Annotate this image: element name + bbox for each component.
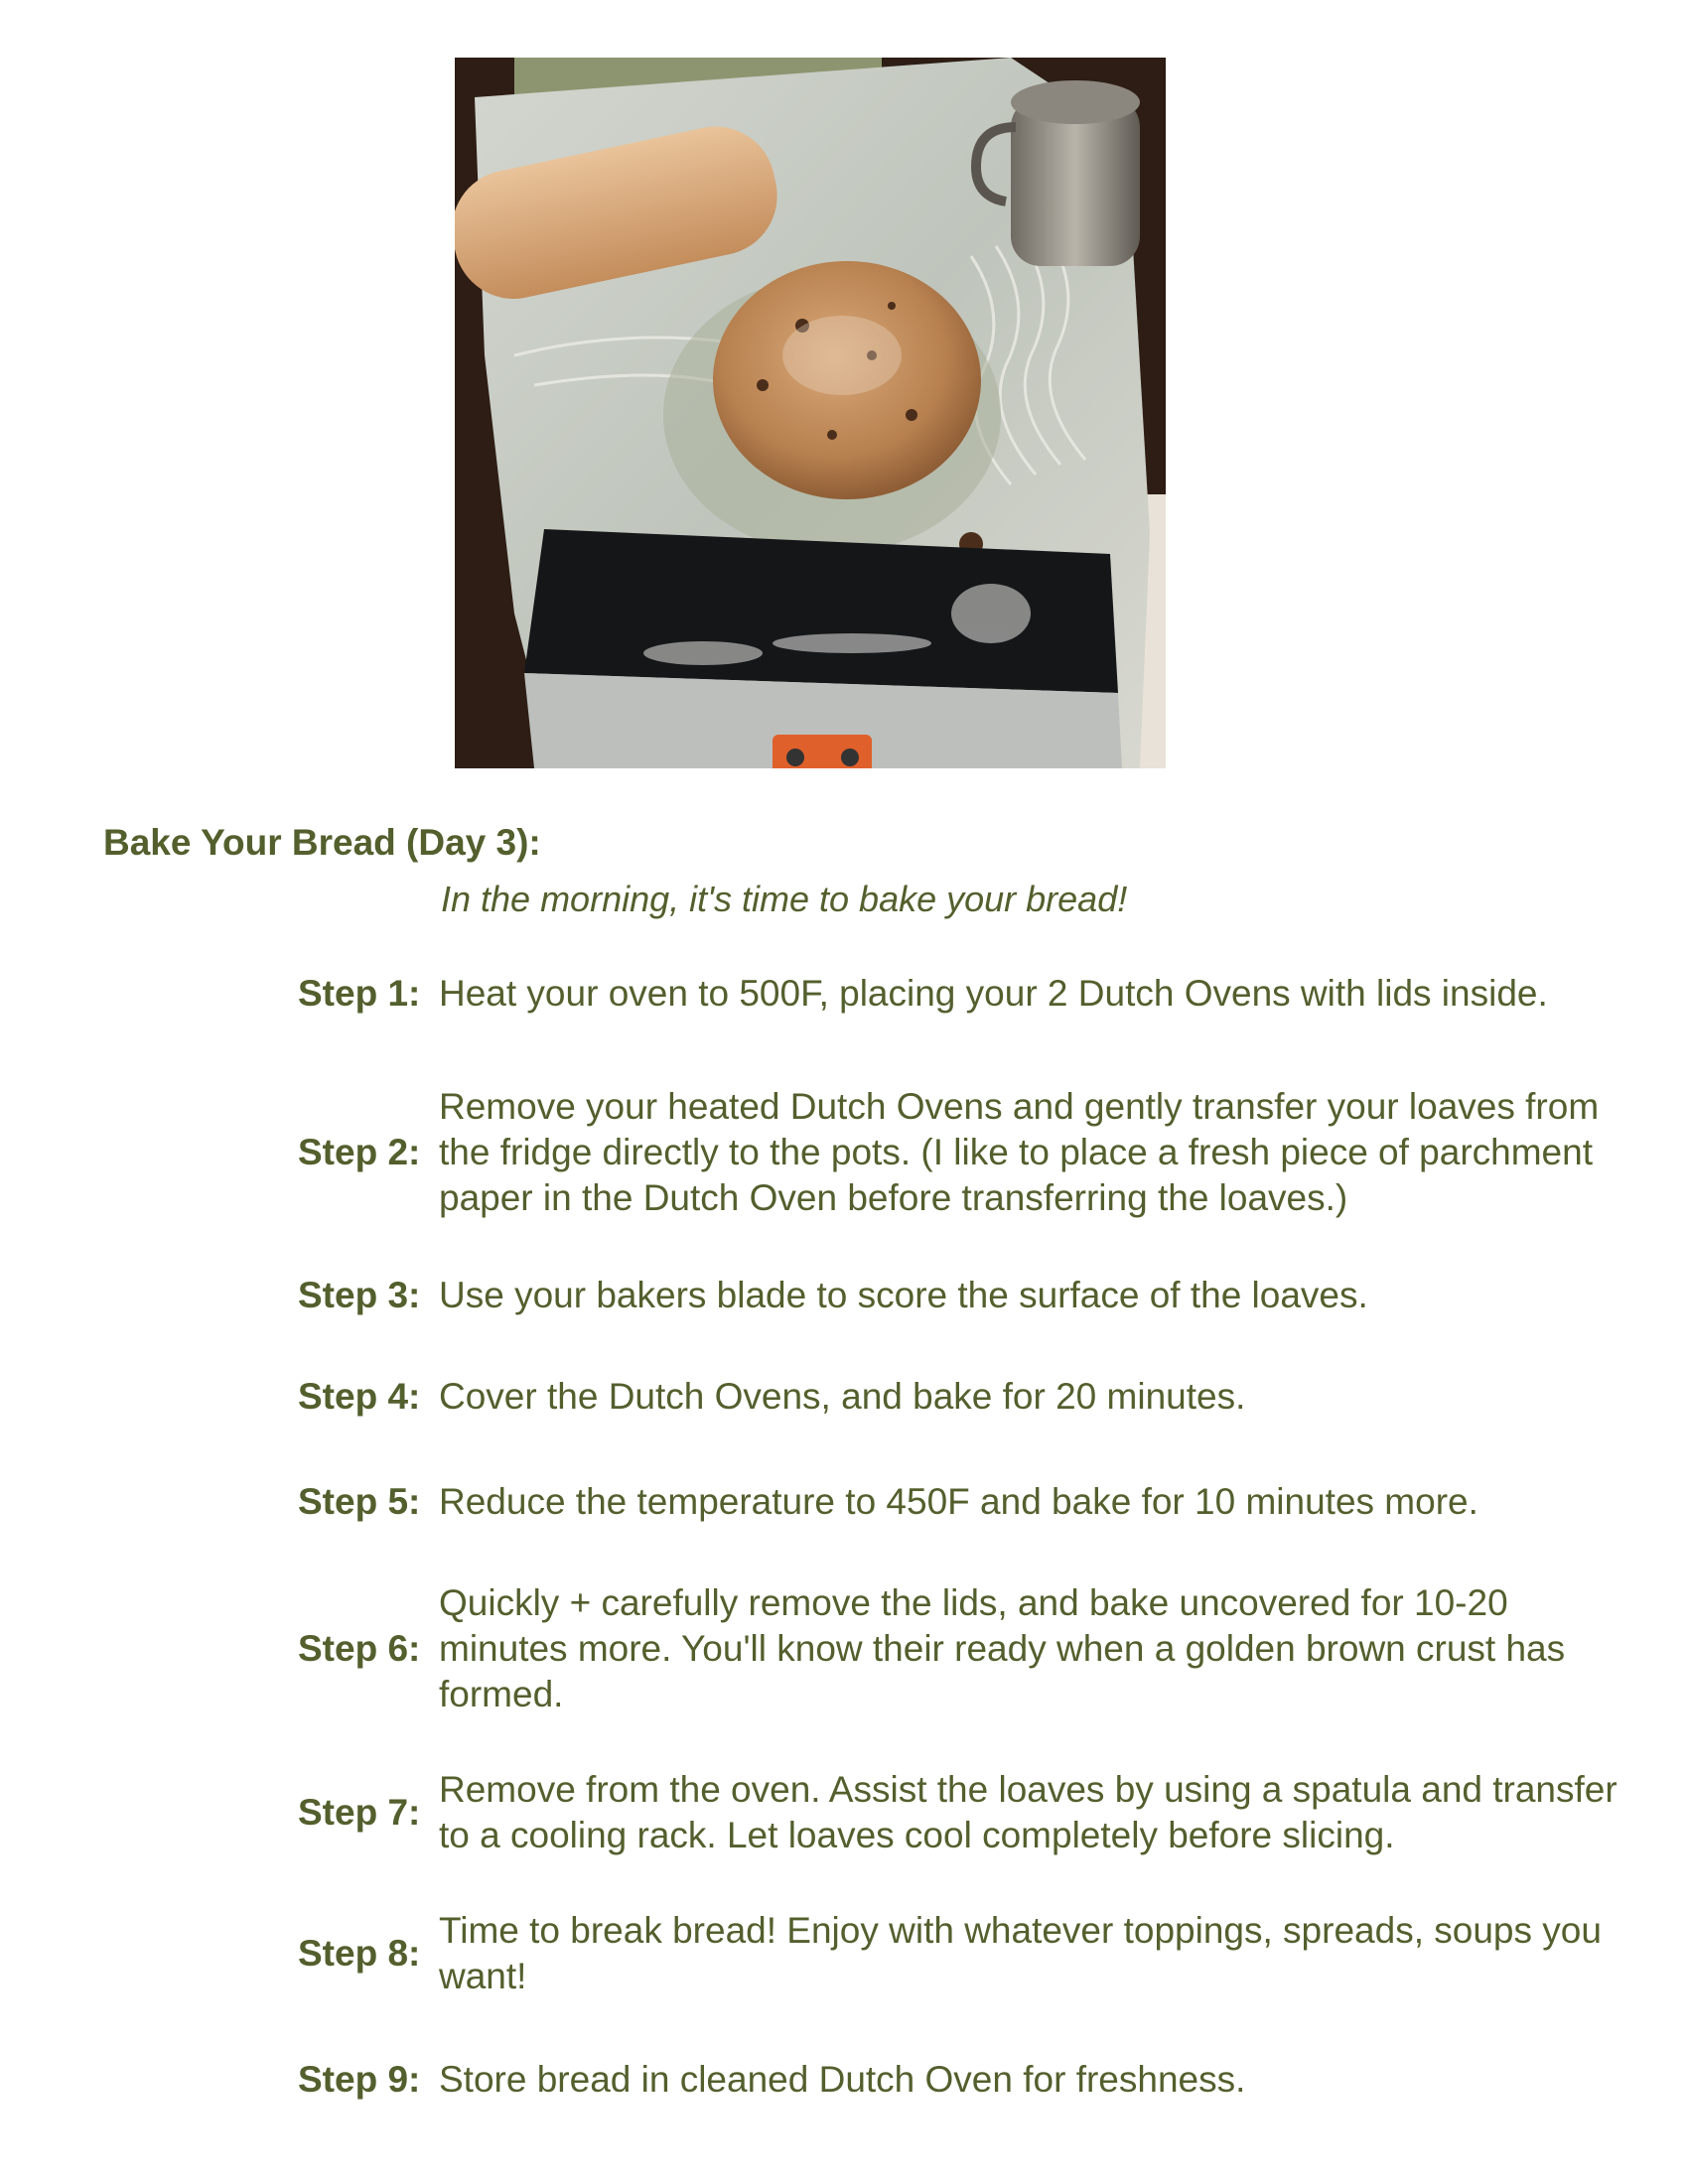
step-label: Step 5: [298,1481,421,1522]
step-text: Remove from the oven. Assist the loaves by using a spatula and transfer to a cooling rack. Let loaves cool completely before slicing. [439,1769,1618,1855]
step-6 [298,1580,1628,1717]
step-label: Step 1: [298,973,421,1014]
step-text: Cover the Dutch Ovens, and bake for 20 minutes. [439,1376,1246,1417]
bread-photo [455,58,1166,768]
step-label: Step 2: [298,1132,421,1172]
step-label: Step 8: [298,1933,421,1974]
step-label: Step 7: [298,1792,421,1833]
bread-photo-illustration [455,58,1166,768]
step-3 [298,1273,1628,1318]
step-5 [298,1479,1628,1525]
step-label: Step 3: [298,1275,421,1315]
step-1 [298,971,1628,1017]
step-label: Step 9: [298,2059,421,2100]
step-text: Remove your heated Dutch Ovens and gently transfer your loaves from the fridge directly to the pots. (I like to place a fresh piece of parchment paper in the Dutch Oven before transferring the loaves.) [439,1086,1600,1218]
step-label: Step 6: [298,1628,421,1669]
section-heading: Bake Your Bread (Day 3): [103,822,541,863]
step-label: Step 4: [298,1376,421,1417]
step-text: Quickly + carefully remove the lids, and bake uncovered for 10-20 minutes more. You'll know their ready when a golden brown crust has formed. [439,1582,1566,1714]
step-2 [298,1084,1628,1221]
step-9 [298,2057,1628,2103]
intro-text: In the morning, it's time to bake your bread! [441,879,1128,919]
step-text: Store bread in cleaned Dutch Oven for freshness. [439,2059,1246,2100]
step-text: Heat your oven to 500F, placing your 2 Dutch Ovens with lids inside. [439,973,1548,1014]
step-text: Reduce the temperature to 450F and bake for 10 minutes more. [439,1481,1478,1522]
step-8 [298,1908,1628,1999]
step-text: Use your bakers blade to score the surface of the loaves. [439,1275,1368,1315]
step-4 [298,1374,1628,1420]
step-7 [298,1767,1628,1858]
step-text: Time to break bread! Enjoy with whatever toppings, spreads, soups you want! [439,1910,1602,1996]
